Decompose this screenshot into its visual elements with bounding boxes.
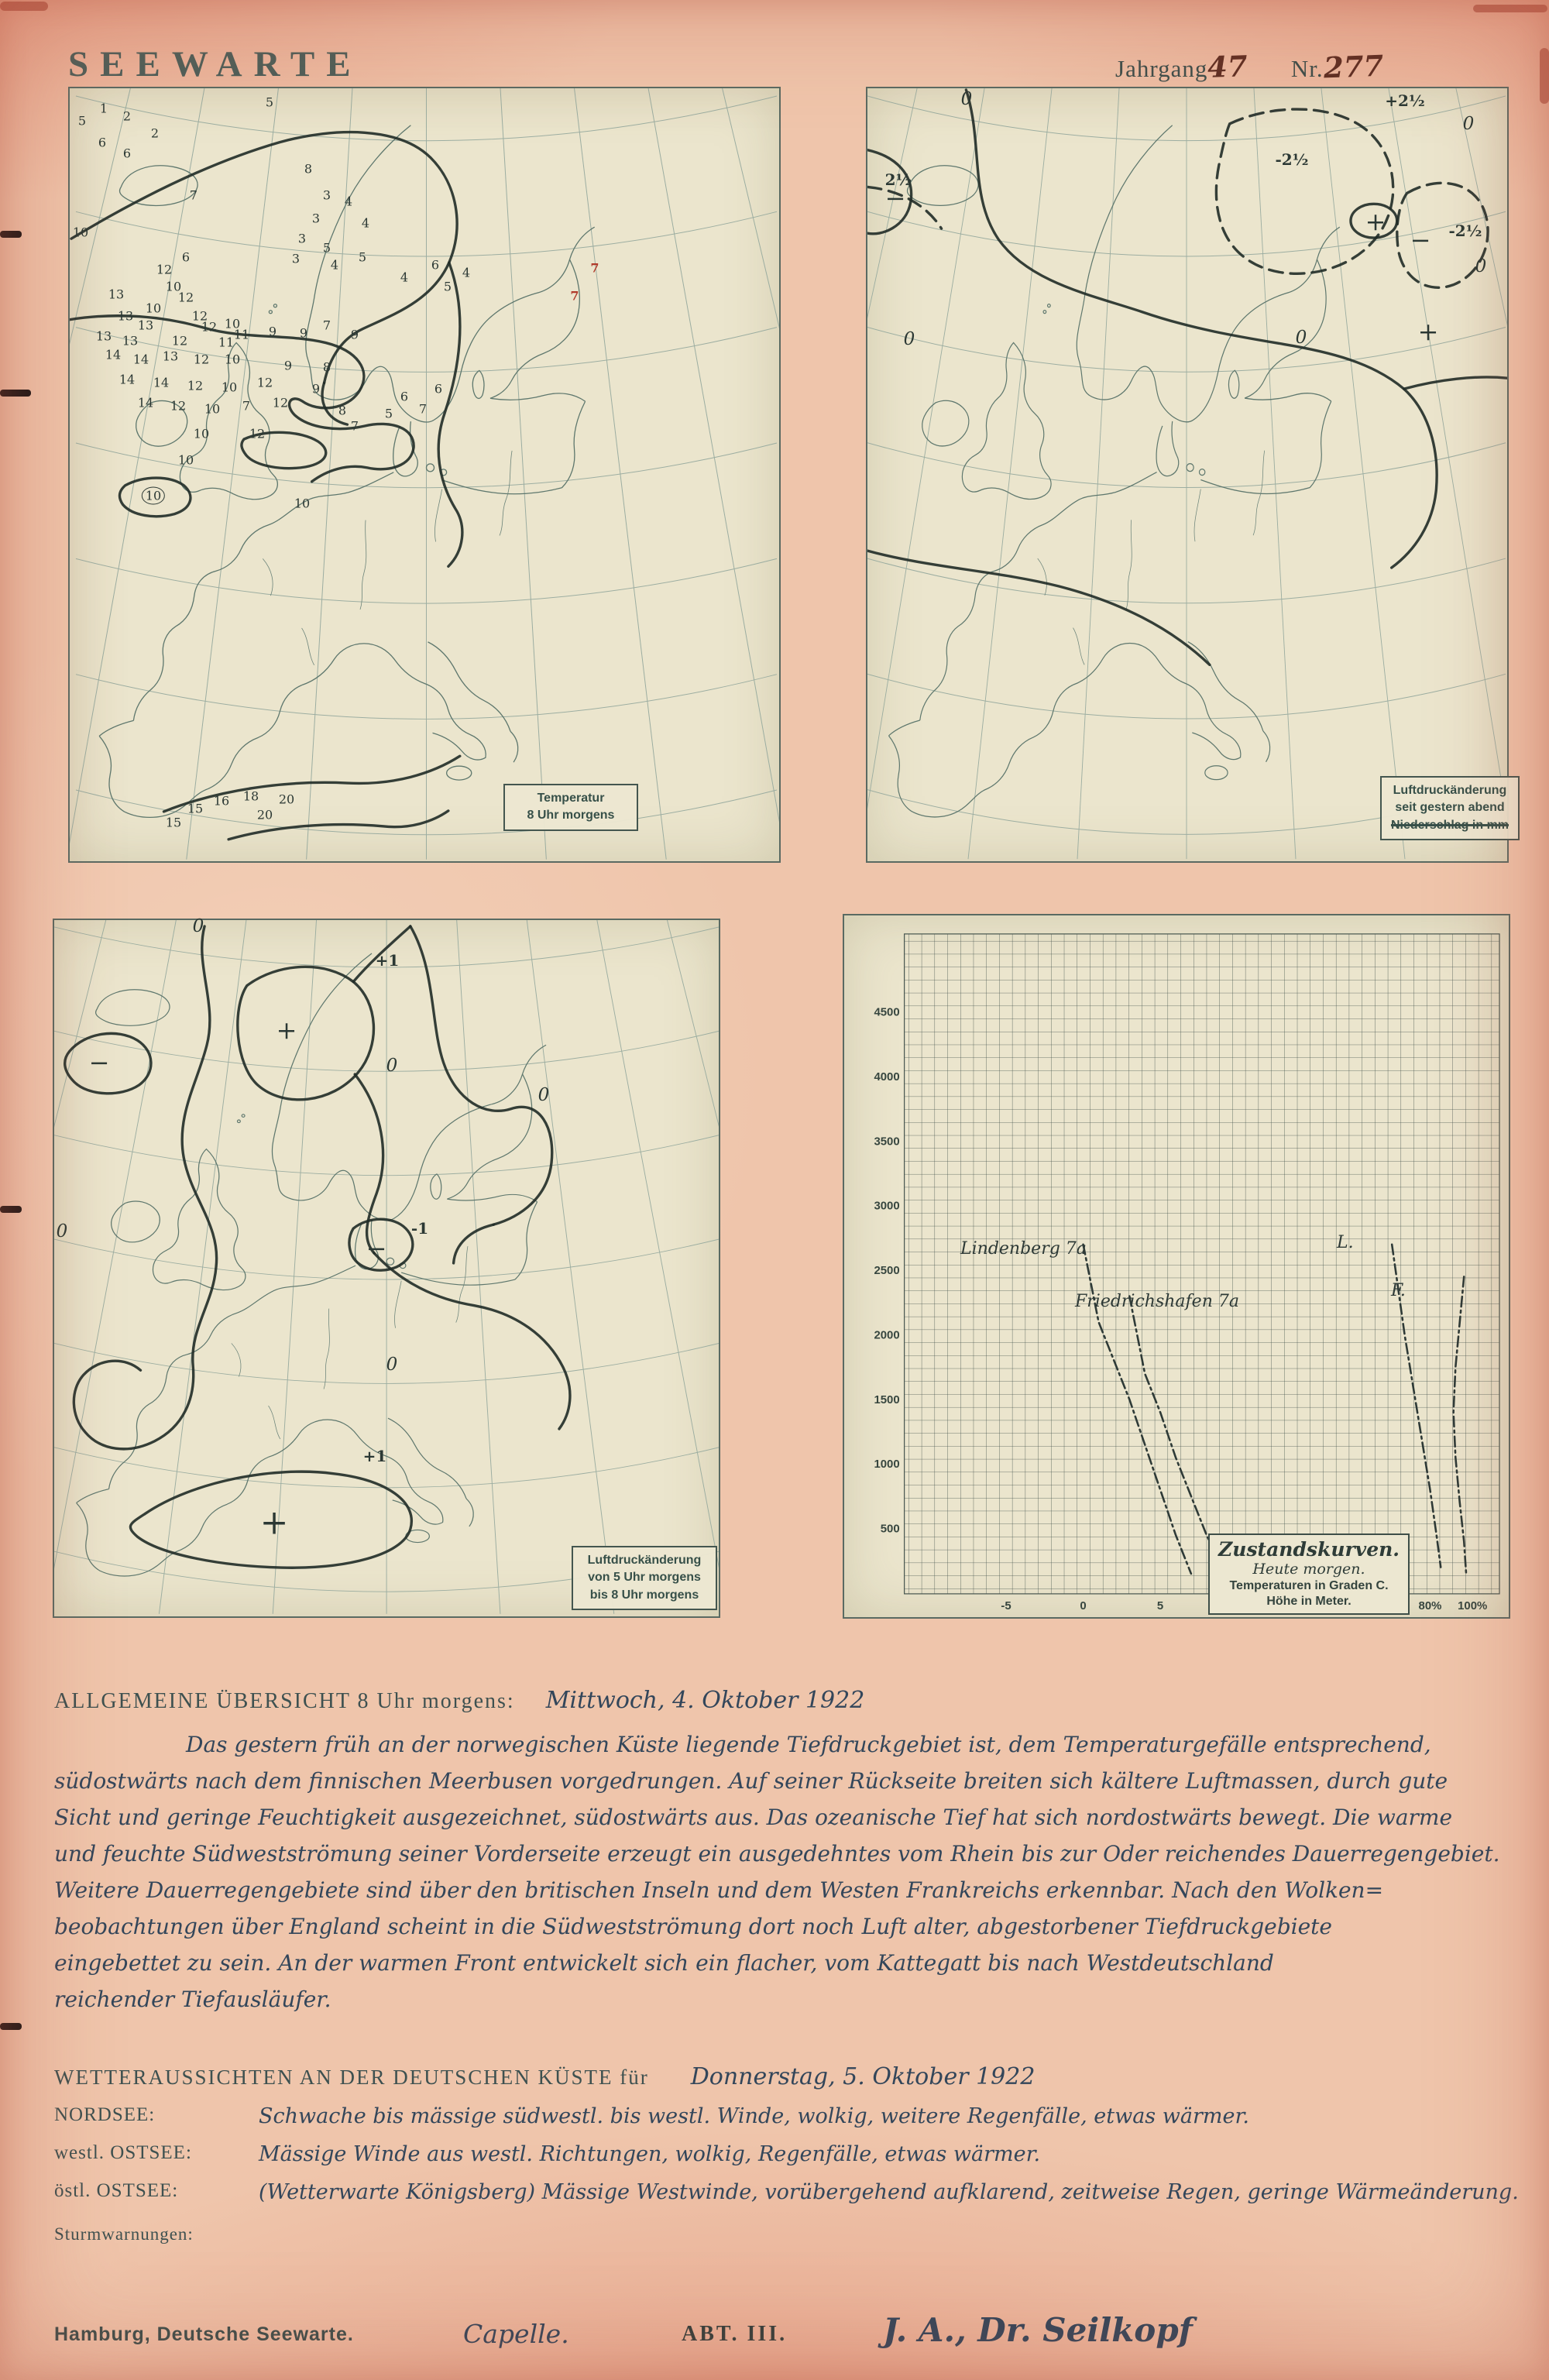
axis-tick-label: 1500 <box>874 1393 900 1406</box>
temperature-value: 7 <box>322 318 331 333</box>
chart-legend-box <box>1208 1533 1410 1615</box>
temperature-value: 13 <box>137 318 154 333</box>
coastal-forecast-section <box>54 2063 1519 2244</box>
temperature-value: 15 <box>187 801 204 816</box>
temperature-value: 12 <box>272 395 289 410</box>
temperature-value: 20 <box>256 807 273 823</box>
temperature-value: 5 <box>77 113 87 129</box>
temperature-value: 9 <box>350 327 359 342</box>
legend-line: von 5 Uhr morgens <box>588 1571 701 1585</box>
region-label: östl. OSTSEE: <box>54 2180 179 2201</box>
temperature-value: 16 <box>213 793 230 809</box>
temperature-value: 10 <box>72 225 89 240</box>
axis-tick-label: 500 <box>880 1522 900 1536</box>
pressure-change-label: + <box>1417 317 1439 346</box>
paragraph-line: südostwärts nach dem finnischen Meerbusen vorgedrungen. Auf seiner Rückseite breiten sich kältere Luftmassen, durch gute <box>54 1768 1448 1794</box>
temperature-value: 13 <box>95 328 112 344</box>
axis-tick-label: 1000 <box>874 1458 900 1472</box>
forecast-row <box>54 2104 1510 2128</box>
temperature-value: 5 <box>322 240 331 256</box>
pressure-change-label: 0 <box>1295 328 1307 348</box>
legend-line: 8 Uhr morgens <box>527 809 615 823</box>
temperature-value: 14 <box>132 352 149 367</box>
map-legend-pressure-morning <box>572 1546 717 1610</box>
pressure-change-label: 0 <box>1462 114 1475 134</box>
temperature-value: 14 <box>137 395 154 410</box>
pressure-change-label: + <box>259 1503 289 1543</box>
overview-heading: ALLGEMEINE ÜBERSICHT 8 Uhr morgens: <box>54 1689 515 1713</box>
temperature-value: 12 <box>170 398 187 414</box>
temperature-value: 6 <box>400 389 409 404</box>
paragraph-line: und feuchte Südwestströmung seiner Vorderseite erzeugt ein ausgedehntes vom Rhein bis zur Oder reichendes Dauerregengebiet. <box>54 1841 1500 1867</box>
temperature-value: 5 <box>443 279 452 294</box>
forecast-row <box>54 2180 1519 2204</box>
temperature-value: 9 <box>283 358 293 373</box>
punch-mark <box>0 1206 22 1213</box>
forecast-row <box>54 2142 1510 2166</box>
temperature-value: 4 <box>462 265 471 280</box>
region-label: NORDSEE: <box>54 2104 156 2125</box>
temperature-value: 7 <box>189 187 198 203</box>
pressure-change-label: 0 <box>386 1056 398 1076</box>
temperature-value: 14 <box>118 372 136 387</box>
chart-subtitle: Heute morgen. <box>1252 1561 1365 1578</box>
pressure-change-morning-map-panel <box>53 916 720 1618</box>
pressure-change-label: 2½ <box>884 170 912 189</box>
temperature-value: 10 <box>165 279 182 294</box>
paragraph-line: reichender Tiefausläufer. <box>54 1987 331 2012</box>
temperature-value: 5 <box>384 406 393 421</box>
temperature-value: 6 <box>122 146 132 161</box>
pressure-change-label: + <box>276 1015 297 1045</box>
scan-edge-mark <box>1540 48 1549 104</box>
temperature-value: 7 <box>350 418 359 434</box>
temperature-value: 12 <box>191 308 208 324</box>
temperature-value: 1 <box>99 101 108 116</box>
paragraph-line: beobachtungen über England scheint in die Südwestströmung dort noch Luft alter, abgestorbener Tiefdruckgebiete <box>54 1914 1333 1939</box>
temperature-value: 5 <box>265 94 274 110</box>
temperature-value: 4 <box>361 215 370 231</box>
axis-tick-label: 2500 <box>874 1264 900 1278</box>
temperature-value: 12 <box>201 319 218 335</box>
pressure-change-label: − <box>1410 225 1431 255</box>
pressure-change-label: 0 <box>903 329 915 349</box>
pressure-change-label: 0 <box>56 1221 68 1242</box>
temperature-value: 10 <box>224 316 241 331</box>
jahrgang-value: 47 <box>1207 49 1248 84</box>
pressure-change-label: 0 <box>192 916 204 936</box>
overview-paragraph <box>54 1726 1510 2018</box>
temperature-value: 13 <box>108 287 125 302</box>
masthead-title: SEEWARTE <box>68 44 362 84</box>
temperature-value: 12 <box>171 333 188 349</box>
scan-edge-mark <box>0 2 48 11</box>
temperature-value: 11 <box>233 327 250 342</box>
document-footer <box>0 2311 1549 2365</box>
axis-tick-label: -5 <box>1001 1599 1011 1612</box>
temperature-value: 7 <box>570 288 579 304</box>
pressure-change-label: +1 <box>362 1447 387 1465</box>
overview-date: Mittwoch, 4. Oktober 1922 <box>545 1687 865 1714</box>
legend-line: bis 8 Uhr morgens <box>589 1588 699 1602</box>
temperature-value: 10 <box>193 426 210 441</box>
temperature-value: 6 <box>181 249 191 265</box>
temperature-values-overlay <box>70 88 779 861</box>
temperature-value: 6 <box>98 135 107 150</box>
temperature-map-panel <box>68 87 781 863</box>
temperature-value: 12 <box>249 426 266 441</box>
temperature-value: 9 <box>311 381 321 397</box>
temperature-value: 9 <box>299 325 308 341</box>
pressure-labels-overlay <box>867 88 1507 861</box>
chart-curve-label: L. <box>1337 1233 1354 1252</box>
temperature-value: 3 <box>311 211 321 226</box>
pressure-change-label: 0 <box>386 1355 398 1375</box>
temperature-value: 12 <box>187 378 204 393</box>
legend-line: Luftdruckänderung <box>1393 784 1507 797</box>
forecast-text: Schwache bis mässige südwestl. bis westl. Winde, wolkig, weitere Regenfälle, etwas wärmer. <box>259 2104 1249 2128</box>
signature-seilkopf: J. A., Dr. Seilkopf <box>883 2311 1193 2349</box>
temperature-value: 10 <box>294 496 311 511</box>
temperature-value: 9 <box>268 324 277 339</box>
temperature-value: 2 <box>122 108 132 124</box>
axis-tick-label: 0 <box>1080 1599 1087 1612</box>
pressure-change-label: +2½ <box>1385 91 1425 110</box>
axis-tick-label: 5 <box>1156 1599 1164 1612</box>
sounding-chart-panel <box>843 914 1510 1619</box>
scan-edge-mark <box>1473 5 1547 12</box>
legend-line: Temperatur <box>537 792 605 805</box>
chart-labels-overlay <box>844 915 1509 1617</box>
temperature-value: 10 <box>142 487 165 505</box>
punch-mark <box>0 231 22 238</box>
axis-tick-label: 4000 <box>874 1070 900 1084</box>
temperature-value: 12 <box>156 262 173 277</box>
pressure-change-label: -2½ <box>1275 150 1309 169</box>
axis-tick-label: 3000 <box>874 1199 900 1213</box>
axis-tick-label: 2000 <box>874 1328 900 1342</box>
temperature-value: 10 <box>145 301 162 316</box>
pressure-change-label: 0 <box>960 89 973 109</box>
temperature-value: 3 <box>291 251 301 266</box>
legend-line-struck: Niederschlag in mm <box>1390 818 1510 832</box>
pressure-change-label: -2½ <box>1448 222 1482 240</box>
pressure-change-label: − <box>884 184 906 213</box>
temperature-value: 13 <box>122 333 139 349</box>
storm-warnings-label: Sturmwarnungen: <box>54 2224 194 2244</box>
pressure-change-label: 0 <box>538 1085 550 1105</box>
chart-curve-label: Lindenberg 7a <box>960 1239 1087 1259</box>
general-overview-section <box>54 1687 1510 2018</box>
pressure-labels-overlay <box>54 916 719 1616</box>
temperature-value: 5 <box>358 249 367 265</box>
pressure-change-label: − <box>366 1234 387 1263</box>
chart-curve-label: F. <box>1391 1281 1406 1300</box>
forecast-date: Donnerstag, 5. Oktober 1922 <box>690 2063 1036 2090</box>
temperature-value: 12 <box>193 352 210 367</box>
pressure-change-label: 0 <box>1475 256 1487 276</box>
temperature-value: 2 <box>150 125 160 141</box>
forecast-text: Mässige Winde aus westl. Richtungen, wolkig, Regenfälle, etwas wärmer. <box>259 2142 1041 2166</box>
axis-tick-label: 100% <box>1458 1599 1488 1612</box>
axis-tick-label: 3500 <box>874 1135 900 1149</box>
forecast-heading: WETTERAUSSICHTEN AN DER DEUTSCHEN KÜSTE für <box>54 2066 649 2089</box>
temperature-value: 8 <box>338 403 347 418</box>
temperature-value: 15 <box>165 815 182 830</box>
chart-note: Höhe in Meter. <box>1266 1595 1352 1608</box>
temperature-value: 10 <box>224 352 241 367</box>
paragraph-line: Weitere Dauerregengebiete sind über den britischen Inseln und dem Westen Frankreichs erkennbar. Nach den Wolken= <box>54 1877 1384 1903</box>
temperature-value: 13 <box>117 308 134 324</box>
temperature-value: 12 <box>256 375 273 390</box>
paragraph-line: eingebettet zu sein. An der warmen Front entwickelt sich ein flacher, vom Kattegatt bis nach Westdeutschland <box>54 1950 1274 1976</box>
temperature-value: 8 <box>322 359 331 375</box>
temperature-value: 6 <box>434 381 443 397</box>
punch-mark <box>0 2023 22 2030</box>
jahrgang-label: Jahrgang <box>1115 55 1208 82</box>
legend-line: Luftdruckänderung <box>587 1554 702 1567</box>
punch-mark <box>0 390 31 397</box>
temperature-value: 11 <box>218 335 235 350</box>
forecast-text: (Wetterwarte Königsberg) Mässige Westwinde, vorübergehend aufklarend, zeitweise Regen, geringe Wärmeänderung. <box>259 2180 1519 2204</box>
temperature-value: 7 <box>590 260 599 276</box>
chart-curve-label: Friedrichshafen 7a <box>1075 1292 1239 1311</box>
pressure-change-label: +1 <box>375 951 400 970</box>
pressure-change-label: -1 <box>410 1219 429 1238</box>
issue-line <box>1115 50 1383 84</box>
paragraph-line: Sicht und geringe Feuchtigkeit ausgezeichnet, südostwärts aus. Das ozeanische Tief hat sich nordostwärts bewegt. Die warme <box>54 1805 1453 1830</box>
temperature-value: 4 <box>400 270 409 285</box>
temperature-value: 4 <box>344 194 353 209</box>
temperature-value: 3 <box>322 187 331 203</box>
pressure-change-label: − <box>88 1048 110 1077</box>
issuer-label: Hamburg, Deutsche Seewarte. <box>54 2323 354 2345</box>
nr-value: 277 <box>1322 48 1384 85</box>
chart-note: Temperaturen in Graden C. <box>1229 1579 1389 1592</box>
temperature-value: 12 <box>177 290 194 305</box>
legend-line: seit gestern abend <box>1395 801 1505 815</box>
temperature-value: 7 <box>418 401 428 417</box>
temperature-value: 13 <box>162 349 179 364</box>
temperature-value: 7 <box>242 398 251 414</box>
map-legend-pressure-evening <box>1380 776 1520 840</box>
temperature-value: 18 <box>242 788 259 804</box>
temperature-value: 10 <box>177 452 194 468</box>
axis-tick-label: 4500 <box>874 1005 900 1019</box>
map-legend-temperature <box>503 784 638 831</box>
temperature-value: 6 <box>431 257 440 273</box>
temperature-value: 10 <box>221 379 238 395</box>
paragraph-line: Das gestern früh an der norwegischen Küste liegende Tiefdruckgebiet ist, dem Temperaturgefälle entsprechend, <box>186 1732 1431 1757</box>
region-label: westl. OSTSEE: <box>54 2142 192 2163</box>
temperature-value: 14 <box>153 375 170 390</box>
temperature-value: 20 <box>278 792 295 807</box>
temperature-value: 8 <box>304 161 313 177</box>
department-label: ABT. III. <box>682 2322 788 2346</box>
temperature-value: 4 <box>330 257 339 273</box>
nr-label: Nr. <box>1290 55 1324 82</box>
axis-tick-label: 80% <box>1418 1599 1442 1612</box>
temperature-value: 10 <box>204 401 221 417</box>
chart-title: Zustandskurven. <box>1218 1538 1400 1561</box>
pressure-change-label: + <box>1365 207 1386 236</box>
signature-capelle: Capelle. <box>463 2319 569 2349</box>
temperature-value: 3 <box>297 231 307 246</box>
pressure-change-evening-map-panel <box>866 87 1509 863</box>
temperature-value: 14 <box>105 347 122 362</box>
